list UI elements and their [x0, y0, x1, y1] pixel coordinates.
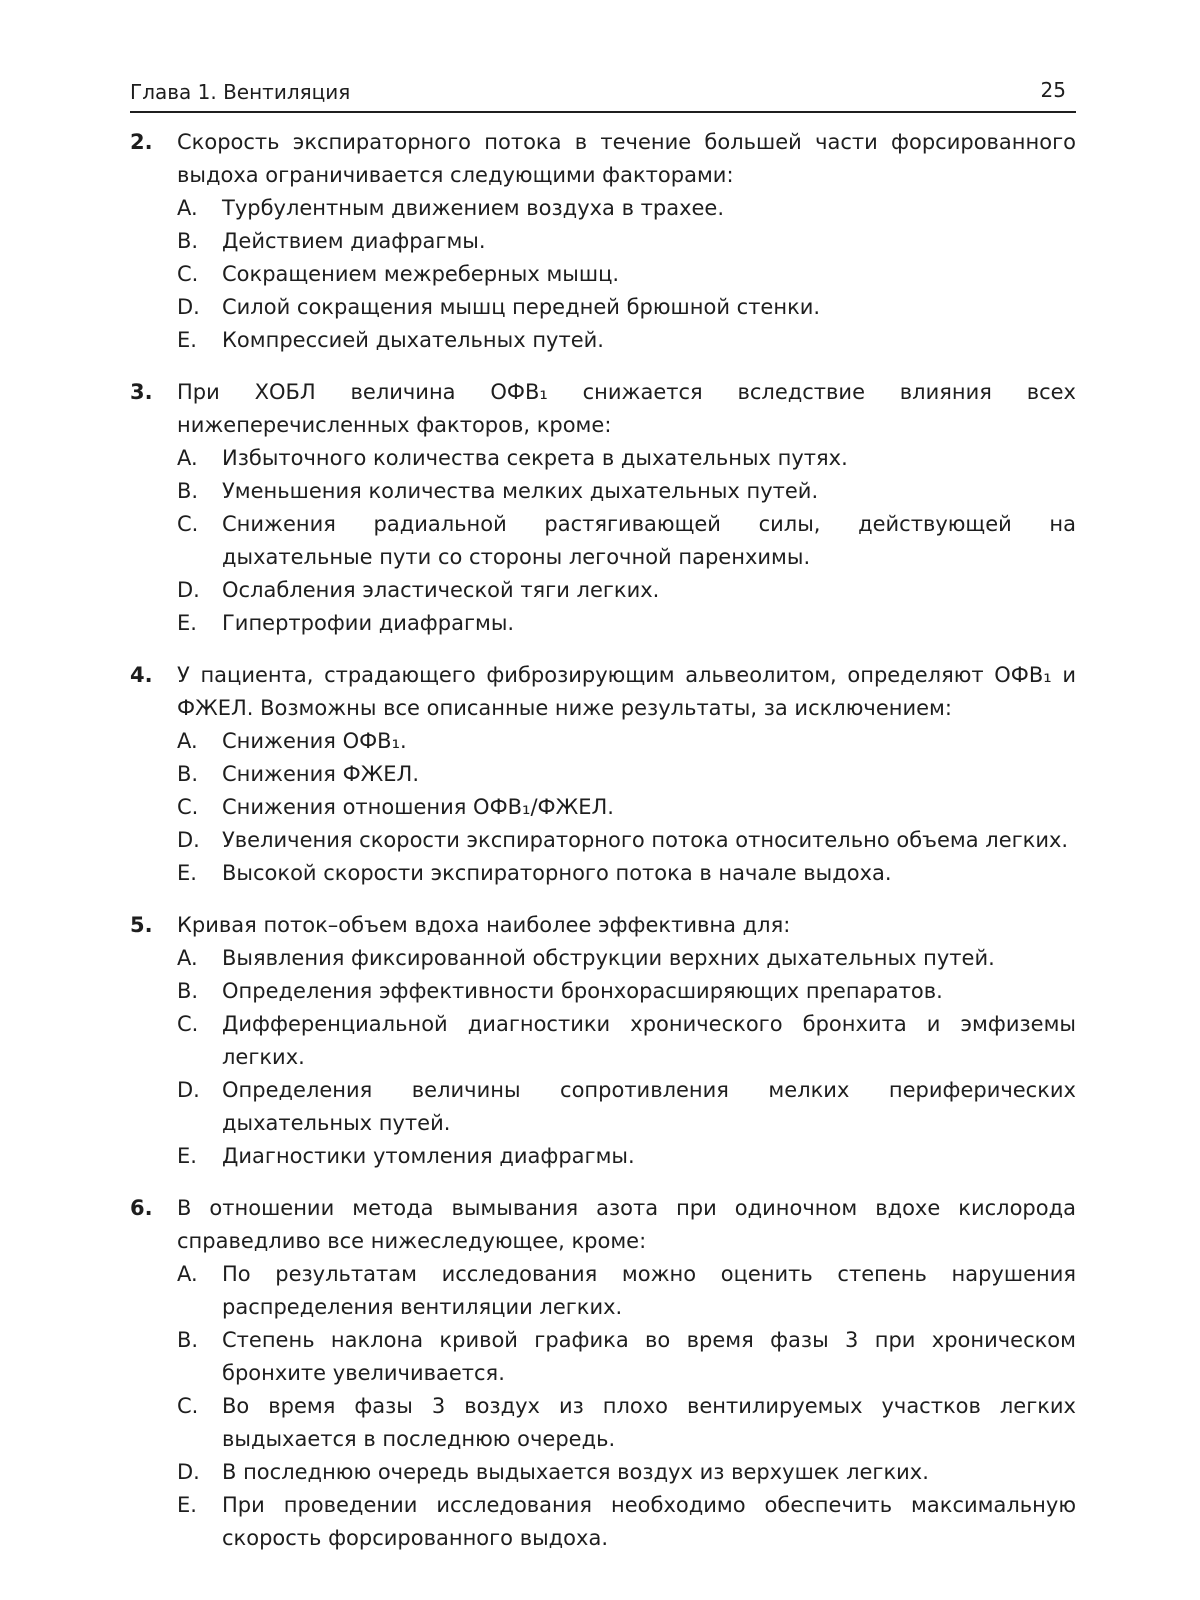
option-letter: D.	[177, 578, 200, 602]
option-text: Увеличения скорости экспираторного потока относительно объема легких.	[222, 828, 1069, 852]
question-text: Скорость экспираторного потока в течение большей части форсированного выдоха ограничивается следующими факторами:	[177, 130, 1076, 187]
question-text: В отношении метода вымывания азота при одиночном вдохе кислорода справедливо все нижеследующее, кроме:	[177, 1196, 1076, 1253]
option-letter: A.	[177, 946, 198, 970]
answer-option	[177, 725, 1076, 758]
option-text: Гипертрофии диафрагмы.	[222, 611, 515, 635]
answer-option	[177, 1008, 1076, 1074]
answer-option	[177, 1258, 1076, 1324]
option-text: Ослабления эластической тяги легких.	[222, 578, 660, 602]
option-text: Силой сокращения мышц передней брюшной стенки.	[222, 295, 821, 319]
answer-option	[177, 942, 1076, 975]
option-letter: A.	[177, 729, 198, 753]
option-text: Снижения ОФВ₁.	[222, 729, 407, 753]
answer-option	[177, 324, 1076, 357]
option-text: Определения эффективности бронхорасширяющих препаратов.	[222, 979, 943, 1003]
option-text: При проведении исследования необходимо обеспечить максимальную скорость форсированного выдоха.	[222, 1493, 1076, 1550]
answer-option	[177, 192, 1076, 225]
question-row	[130, 376, 1076, 442]
question-number: 4.	[130, 663, 153, 687]
answer-option	[177, 1456, 1076, 1489]
option-letter: C.	[177, 262, 199, 286]
answer-options	[177, 192, 1076, 357]
option-letter: D.	[177, 1078, 200, 1102]
answer-option	[177, 475, 1076, 508]
answer-option	[177, 975, 1076, 1008]
question	[130, 909, 1076, 1173]
answer-option	[177, 291, 1076, 324]
option-text: Избыточного количества секрета в дыхательных путях.	[222, 446, 848, 470]
answer-option	[177, 1390, 1076, 1456]
option-text: Сокращением межреберных мышц.	[222, 262, 620, 286]
answer-option	[177, 758, 1076, 791]
header-divider	[130, 111, 1076, 113]
option-letter: B.	[177, 979, 199, 1003]
option-text: Действием диафрагмы.	[222, 229, 486, 253]
answer-option	[177, 824, 1076, 857]
option-letter: B.	[177, 229, 199, 253]
option-letter: E.	[177, 1144, 197, 1168]
answer-option	[177, 574, 1076, 607]
answer-options	[177, 442, 1076, 640]
option-letter: C.	[177, 512, 199, 536]
answer-option	[177, 857, 1076, 890]
answer-option	[177, 225, 1076, 258]
option-text: Дифференциальной диагностики хронического бронхита и эмфиземы легких.	[222, 1012, 1076, 1069]
option-text: Диагностики утомления диафрагмы.	[222, 1144, 635, 1168]
option-text: Снижения отношения ОФВ₁/ФЖЕЛ.	[222, 795, 614, 819]
question-number: 3.	[130, 380, 153, 404]
questions-list	[130, 126, 1076, 1574]
option-text: Снижения радиальной растягивающей силы, действующей на дыхательные пути со стороны легочной паренхимы.	[222, 512, 1076, 569]
option-text: Компрессией дыхательных путей.	[222, 328, 604, 352]
chapter-title: Глава 1. Вентиляция	[130, 80, 351, 104]
page-number: 25	[1040, 78, 1066, 102]
question-row	[130, 1192, 1076, 1258]
option-text: Выявления фиксированной обструкции верхних дыхательных путей.	[222, 946, 995, 970]
option-letter: E.	[177, 1493, 197, 1517]
option-letter: E.	[177, 611, 197, 635]
question-row	[130, 659, 1076, 725]
page-header	[130, 78, 1076, 116]
answer-option	[177, 258, 1076, 291]
answer-options	[177, 1258, 1076, 1555]
question-row	[130, 126, 1076, 192]
option-letter: B.	[177, 1328, 199, 1352]
option-letter: D.	[177, 1460, 200, 1484]
option-text: Высокой скорости экспираторного потока в начале выдоха.	[222, 861, 892, 885]
question	[130, 1192, 1076, 1555]
question-text: При ХОБЛ величина ОФВ₁ снижается вследствие влияния всех нижеперечисленных факторов, кроме:	[177, 380, 1076, 437]
answer-option	[177, 442, 1076, 475]
answer-option	[177, 1140, 1076, 1173]
option-text: Во время фазы 3 воздух из плохо вентилируемых участков легких выдыхается в последнюю очередь.	[222, 1394, 1076, 1451]
option-text: По результатам исследования можно оценить степень нарушения распределения вентиляции легких.	[222, 1262, 1076, 1319]
option-text: В последнюю очередь выдыхается воздух из верхушек легких.	[222, 1460, 929, 1484]
question-number: 6.	[130, 1196, 153, 1220]
option-text: Снижения ФЖЕЛ.	[222, 762, 419, 786]
question-text: Кривая поток–объем вдоха наиболее эффективна для:	[177, 913, 791, 937]
option-letter: A.	[177, 1262, 198, 1286]
question-row	[130, 909, 1076, 942]
option-text: Турбулентным движением воздуха в трахее.	[222, 196, 725, 220]
answer-options	[177, 942, 1076, 1173]
question-text: У пациента, страдающего фиброзирующим альвеолитом, определяют ОФВ₁ и ФЖЕЛ. Возможны все описанные ниже результаты, за исключением:	[177, 663, 1076, 720]
question	[130, 376, 1076, 640]
option-letter: D.	[177, 828, 200, 852]
option-letter: B.	[177, 762, 199, 786]
answer-option	[177, 1074, 1076, 1140]
option-letter: D.	[177, 295, 200, 319]
option-letter: E.	[177, 328, 197, 352]
option-letter: C.	[177, 1394, 199, 1418]
option-letter: A.	[177, 446, 198, 470]
option-letter: C.	[177, 1012, 199, 1036]
option-text: Определения величины сопротивления мелких периферических дыхательных путей.	[222, 1078, 1076, 1135]
answer-option	[177, 791, 1076, 824]
question-number: 5.	[130, 913, 153, 937]
answer-option	[177, 508, 1076, 574]
option-letter: C.	[177, 795, 199, 819]
answer-options	[177, 725, 1076, 890]
question	[130, 126, 1076, 357]
option-text: Уменьшения количества мелких дыхательных путей.	[222, 479, 819, 503]
question-number: 2.	[130, 130, 153, 154]
option-letter: E.	[177, 861, 197, 885]
question	[130, 659, 1076, 890]
option-letter: B.	[177, 479, 199, 503]
option-letter: A.	[177, 196, 198, 220]
answer-option	[177, 1489, 1076, 1555]
option-text: Степень наклона кривой графика во время фазы 3 при хроническом бронхите увеличивается.	[222, 1328, 1076, 1385]
answer-option	[177, 607, 1076, 640]
answer-option	[177, 1324, 1076, 1390]
